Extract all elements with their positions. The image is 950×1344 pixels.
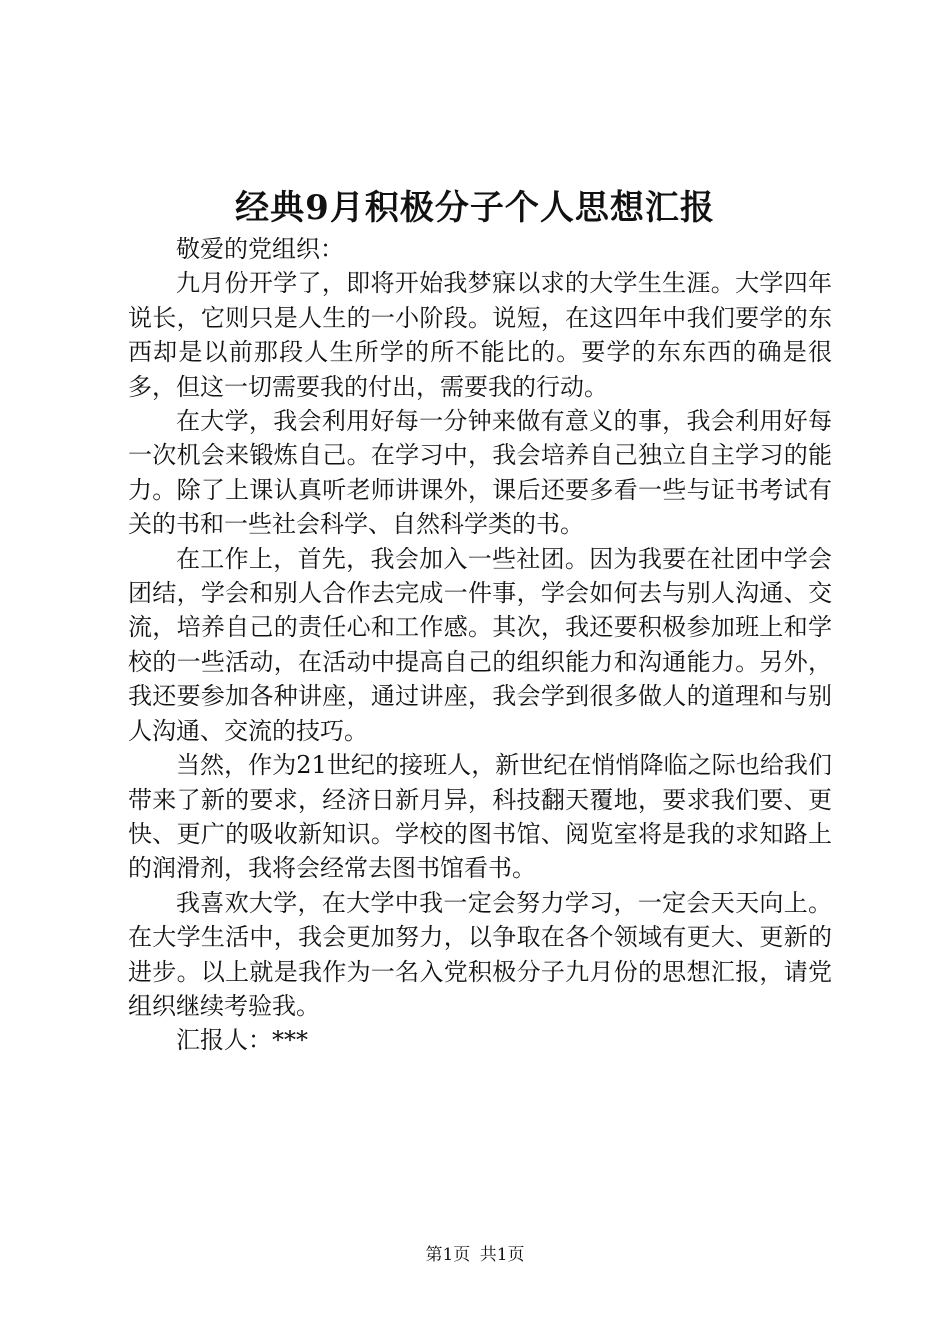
signature: 汇报人：*** [176, 1026, 308, 1055]
paragraph-5: 我喜欢大学，在大学中我一定会努力学习，一定会天天向上。在大学生活中，我会更加努力，以争取在各个领域有更大、更新的进步。以上就是我作为一名入党积极分子九月份的思想汇报，请党组织继续考验我。 [128, 888, 832, 1020]
paragraph-4: 当然，作为21世纪的接班人，新世纪在悄悄降临之际也给我们带来了新的要求，经济日新月异，科技翻天覆地，要求我们要、更快、更广的吸收新知识。学校的图书馆、阅览室将是我的求知路上的润滑剂，我将会经常去图书馆看书。 [128, 751, 832, 883]
greeting: 敬爱的党组织： [176, 235, 344, 263]
paragraph-2: 在大学，我会利用好每一分钟来做有意义的事，我会利用好每一次机会来锻炼自己。在学习中，我会培养自己独立自主学习的能力。除了上课认真听老师讲课外，课后还要多看一些与证书考试有关的书和一些社会科学、自然科学类的书。 [128, 407, 832, 539]
page-title: 经典9月积极分子个人思想汇报 [235, 188, 715, 228]
page-number: 第1页 [425, 1245, 471, 1265]
page-total: 共1页 [479, 1245, 525, 1265]
paragraph-3: 在工作上，首先，我会加入一些社团。因为我要在社团中学会团结，学会和别人合作去完成一件事，学会如何去与别人沟通、交流，培养自己的责任心和工作感。其次，我还要积极参加班上和学校的一些活动，在活动中提高自己的组织能力和沟通能力。另外，我还要参加各种讲座，通过讲座，我会学到很多做人的道理和与别人沟通、交流的技巧。 [128, 544, 832, 745]
paragraph-1: 九月份开学了，即将开始我梦寐以求的大学生生涯。大学四年说长，它则只是人生的一小阶段。说短，在这四年中我们要学的东西却是以前那段人生所学的所不能比的。要学的东东西的确是很多，但这一切需要我的付出，需要我的行动。 [128, 269, 832, 401]
page-footer [0, 1244, 950, 1266]
document-body [128, 232, 832, 1058]
